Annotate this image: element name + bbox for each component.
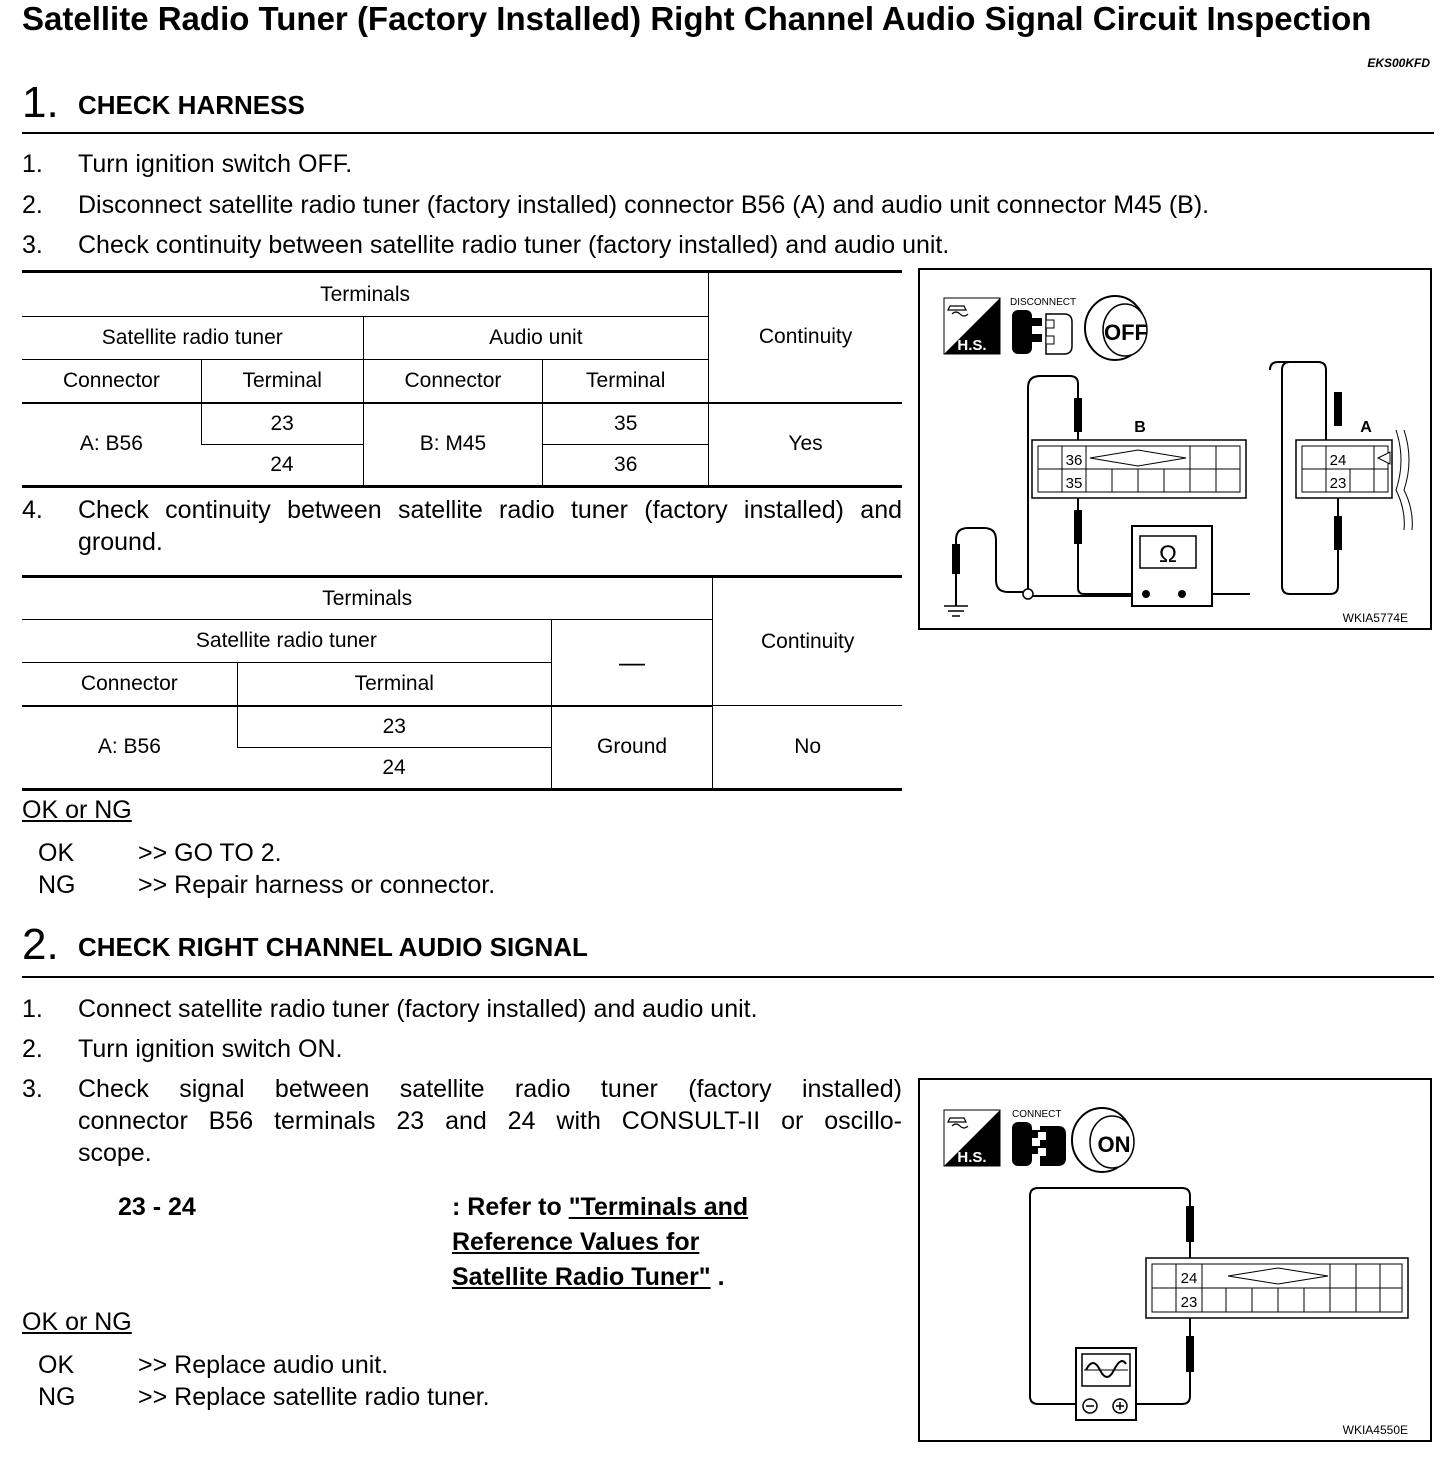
ok-or-ng-label: OK or NG: [22, 796, 132, 824]
item-line: scope.: [78, 1139, 152, 1167]
instruction-item: 4. Check continuity between satellite radio tuner (factory installed) and ground.: [22, 496, 902, 556]
connector-b: [1032, 419, 1246, 498]
cell-connector-a: A: B56: [79, 432, 143, 456]
header-audio-unit: Audio unit: [363, 317, 709, 360]
header-continuity: Continuity: [713, 577, 902, 706]
result-ng: NG >> Repair harness or connector.: [38, 871, 496, 899]
header-connector: Connector: [22, 360, 201, 403]
header-satellite-radio-tuner: Satellite radio tuner: [22, 317, 363, 360]
instruction-item: 3. Check signal between satellite radio tuner (factory installed) connector B56 terminals 23 and 24 with CONSULT-II or oscillo- scope.: [22, 1075, 902, 1167]
ok-or-ng-label: OK or NG: [22, 1308, 132, 1336]
header-terminals: Terminals: [22, 577, 713, 620]
figure-code: WKIA4550E: [1342, 1423, 1408, 1437]
instruction-item: 2. Disconnect satellite radio tuner (factory installed) connector B56 (A) and audio unit connector M45 (B).: [22, 191, 1210, 219]
item-line: connector B56 terminals 23 and 24 with CONSULT-II or oscillo-: [78, 1107, 902, 1135]
step-title: CHECK HARNESS: [78, 90, 305, 120]
hs-text: H.S.: [957, 337, 987, 354]
step-number: 1.: [22, 78, 59, 127]
result-ng: NG >> Replace satellite radio tuner.: [38, 1383, 490, 1411]
pin-label: 23: [1180, 1294, 1198, 1311]
step-title: CHECK RIGHT CHANNEL AUDIO SIGNAL: [78, 932, 588, 962]
reference-link[interactable]: Reference Values for: [452, 1228, 700, 1256]
result-ok: OK >> GO TO 2.: [38, 839, 282, 867]
header-satellite-radio-tuner: Satellite radio tuner: [22, 620, 551, 663]
figure-code: WKIA5774E: [1342, 611, 1408, 625]
connector-b-label: B: [1134, 419, 1146, 436]
hs-text: H.S.: [957, 1149, 987, 1166]
cell-terminal: 36: [543, 445, 709, 487]
divider: [22, 132, 1434, 134]
junction-node: [1023, 589, 1033, 599]
cell-terminal: 23: [201, 403, 363, 445]
cell-connector-a: A: B56: [97, 735, 161, 759]
instruction-item: 2. Turn ignition switch ON.: [22, 1035, 343, 1063]
header-terminal: Terminal: [237, 663, 551, 706]
connect-label: CONNECT: [1012, 1109, 1062, 1120]
reference-text: : Refer to "Terminals and Reference Values for Satellite Radio Tuner" .: [452, 1193, 749, 1291]
header-terminal: Terminal: [543, 360, 709, 403]
signal-check-figure: [918, 1078, 1432, 1442]
connect-icon: [1012, 1109, 1066, 1166]
header-terminal: Terminal: [201, 360, 363, 403]
key-on-icon: [1072, 1108, 1134, 1172]
reference-terminals: 23 - 24: [118, 1193, 196, 1221]
instruction-item: 1. Turn ignition switch OFF.: [22, 150, 353, 178]
header-connector: Connector: [22, 663, 237, 706]
harness-check-figure: [918, 268, 1432, 630]
cell-connector-b: B: M45: [363, 403, 543, 487]
ohmmeter-icon: [1132, 526, 1212, 606]
header-dash: —: [551, 620, 713, 706]
continuity-table-1: [22, 270, 902, 488]
header-continuity: Continuity: [709, 272, 902, 403]
pin-label: 24: [1180, 1270, 1198, 1287]
document-code: EKS00KFD: [1367, 56, 1430, 70]
hs-icon: [944, 298, 1000, 354]
pin-label: 23: [1329, 475, 1347, 492]
cell-ground: Ground: [551, 706, 713, 790]
continuity-table-2: [22, 575, 902, 791]
signal-diagram: [920, 1080, 1430, 1440]
reference-link[interactable]: "Terminals and: [568, 1193, 749, 1221]
cell-terminal: 24: [270, 453, 294, 476]
cell-continuity: No: [713, 706, 902, 790]
instruction-item: 3. Check continuity between satellite radio tuner (factory installed) and audio unit.: [22, 231, 950, 259]
cell-terminal: 35: [543, 403, 709, 445]
pin-label: 35: [1065, 475, 1083, 492]
header-connector: Connector: [363, 360, 543, 403]
connector-a-label: A: [1360, 419, 1372, 436]
item-line: Check signal between satellite radio tuner (factory installed): [78, 1075, 902, 1103]
harness-diagram: [920, 270, 1430, 628]
connector-a: [1296, 419, 1412, 530]
cell-terminal: 23: [237, 706, 551, 748]
disconnect-label: DISCONNECT: [1010, 297, 1077, 308]
step-number: 2.: [22, 920, 59, 969]
hs-icon: [944, 1110, 1000, 1166]
instruction-item: 1. Connect satellite radio tuner (factory installed) and audio unit.: [22, 995, 758, 1023]
pin-label: 24: [1329, 452, 1347, 469]
key-off-icon: [1085, 296, 1148, 360]
ground-symbol: [944, 574, 968, 616]
on-label: ON: [1097, 1132, 1131, 1157]
off-label: OFF: [1104, 320, 1148, 345]
reference-link[interactable]: Satellite Radio Tuner": [452, 1263, 711, 1291]
result-ok: OK >> Replace audio unit.: [38, 1351, 389, 1379]
cell-continuity: Yes: [709, 403, 902, 487]
cell-terminal: 24: [382, 756, 406, 779]
header-terminals: Terminals: [22, 272, 709, 317]
oscilloscope-icon: [1076, 1348, 1136, 1420]
pin-label: 36: [1065, 452, 1083, 469]
disconnect-icon: [1010, 297, 1076, 354]
page-title: Satellite Radio Tuner (Factory Installed) Right Channel Audio Signal Circuit Inspection: [22, 0, 1372, 37]
ohm-symbol: Ω: [1159, 541, 1177, 568]
divider: [22, 976, 1434, 978]
connector-b56: [1146, 1258, 1408, 1318]
